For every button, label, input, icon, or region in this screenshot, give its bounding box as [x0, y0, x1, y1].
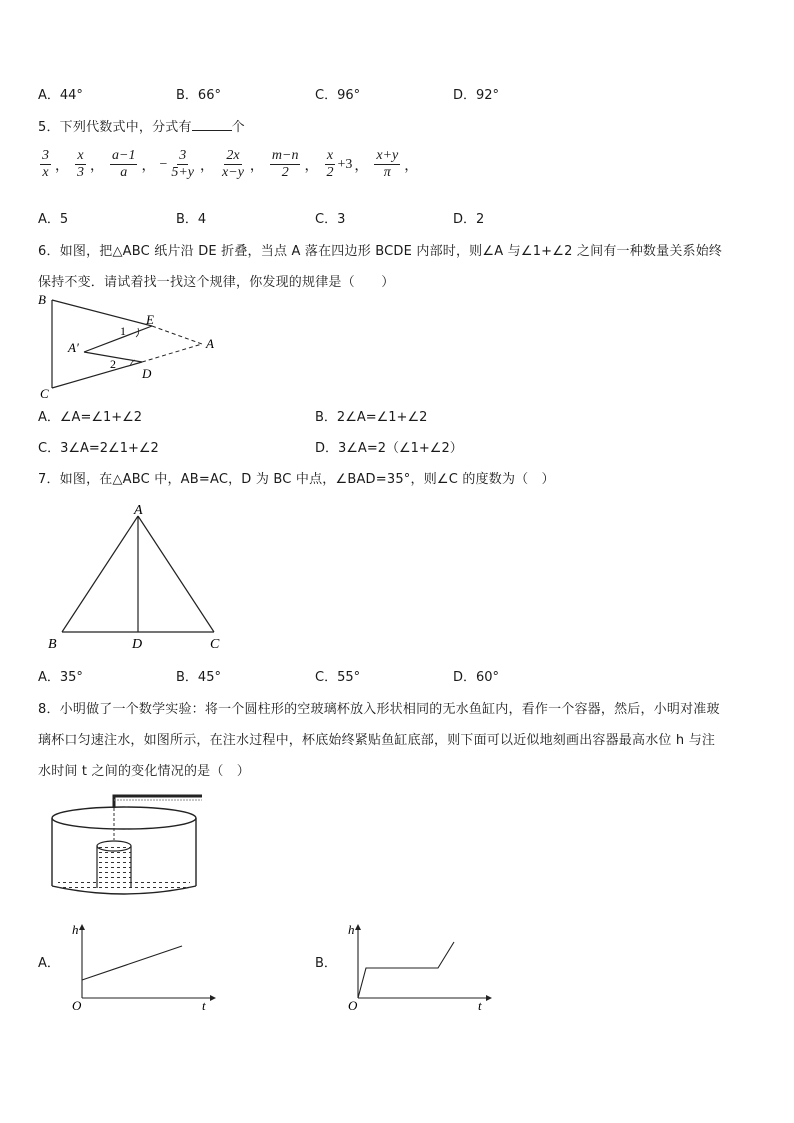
q5-expression-list: $\frac{3}{x}$ ， $\frac{x}{3}$ ， $\frac{a-1}{a}$ ， − $\frac{3}{5+y}$ ， $\frac{2x}{x-y}$ ， $\frac{m-n}{2}$ ， $\frac{x}{2}$ +3 ， $\frac{x+y}{\pi}$ ， [42, 148, 419, 180]
fraction-7: $\frac{x}{2}$ [326, 148, 334, 180]
dashed-ea [152, 326, 202, 344]
graph-b-origin: O [348, 998, 358, 1010]
q5-stem-text: 5．下列代数式中，分式有 [38, 120, 192, 135]
q6-fold-figure [34, 290, 224, 402]
dashed-da [142, 344, 202, 362]
label-b: B [48, 637, 57, 652]
side-be [52, 300, 152, 326]
q5-option-d[interactable]: D．2 [453, 212, 485, 227]
q8-fish-tank-figure [44, 790, 204, 900]
q7-option-b[interactable]: B．45° [176, 670, 221, 685]
label-c: C [210, 637, 220, 652]
label-c: C [40, 386, 49, 401]
q6-option-b[interactable]: B．2∠A=∠1+∠2 [315, 410, 428, 425]
graph-a-y-label: h [72, 922, 79, 937]
q4-option-d[interactable]: D．92° [453, 88, 500, 103]
q4-option-c[interactable]: C．96° [315, 88, 361, 103]
q8-graph-b[interactable] [342, 918, 492, 1010]
graph-a-origin: O [72, 998, 82, 1010]
q7-stem: 7．如图，在△ABC 中，AB=AC，D 为 BC 中点，∠BAD=35°，则∠C 的度数为（ ） [38, 472, 555, 487]
side-ab [62, 516, 138, 632]
label-a: A [206, 336, 214, 351]
graph-a-line [82, 946, 182, 980]
side-cd [52, 362, 142, 388]
label-d: D [132, 637, 143, 652]
q8-option-a-label[interactable]: A． [38, 956, 60, 971]
tank-rim [52, 807, 196, 829]
q7-option-d[interactable]: D．60° [453, 670, 500, 685]
graph-b-y-label: h [348, 922, 355, 937]
q5-option-b[interactable]: B．4 [176, 212, 207, 227]
glass-water [97, 846, 131, 888]
x-axis-arrow [486, 995, 492, 1001]
q8-stem-line1: 8．小明做了一个数学实验：将一个圆柱形的空玻璃杯放入形状相同的无水鱼缸内，看作一个容器，然后，小明对准玻 [38, 702, 720, 717]
x-axis-arrow [210, 995, 216, 1001]
label-angle-2: 2 [110, 357, 116, 371]
label-angle-1: 1 [120, 324, 126, 338]
q5-stem-tail: 个 [231, 120, 245, 135]
fraction-6: $\frac{m-n}{2}$ [271, 148, 299, 180]
label-a: A [134, 503, 143, 518]
q6-stem-line1: 6．如图，把△ABC 纸片沿 DE 折叠，当点 A 落在四边形 BCDE 内部时，则∠A 与∠1+∠2 之间有一种数量关系始终 [38, 244, 723, 259]
fold-ea-prime [84, 326, 152, 352]
fraction-8: $\frac{x+y}{\pi}$ [376, 148, 399, 180]
graph-a-x-label: t [202, 998, 206, 1010]
water-pipe [114, 796, 202, 808]
q6-option-d[interactable]: D．3∠A=2（∠1+∠2） [315, 441, 463, 456]
side-ac [138, 516, 214, 632]
fraction-1: $\frac{3}{x}$ [42, 148, 49, 180]
q7-triangle-figure [44, 500, 234, 654]
q7-option-c[interactable]: C．55° [315, 670, 361, 685]
label-a-prime: A′ [68, 340, 79, 355]
fraction-5: $\frac{2x}{x-y}$ [222, 148, 244, 180]
q6-option-c[interactable]: C．3∠A=2∠1+∠2 [38, 441, 159, 456]
fraction-2: $\frac{x}{3}$ [77, 148, 84, 180]
graph-b-x-label: t [478, 998, 482, 1010]
q5-stem [38, 116, 245, 135]
q7-option-a[interactable]: A．35° [38, 670, 83, 685]
fraction-3: $\frac{a-1}{a}$ [112, 148, 136, 180]
q8-stem-line2: 璃杯口匀速注水，如图所示，在注水过程中，杯底始终紧贴鱼缸底部，则下面可以近似地刻画出容器最高水位 h 与注 [38, 733, 716, 748]
y-axis-arrow [79, 924, 85, 930]
q5-answer-blank[interactable] [192, 118, 232, 131]
fraction-7-tail: +3 [337, 156, 353, 172]
label-e: E [146, 312, 154, 327]
q4-option-a[interactable]: A．44° [38, 88, 83, 103]
q8-graph-a[interactable] [66, 918, 216, 1010]
q8-stem-line3: 水时间 t 之间的变化情况的是（ ） [38, 764, 250, 779]
q5-option-a[interactable]: A．5 [38, 212, 69, 227]
q4-option-b[interactable]: B．66° [176, 88, 221, 103]
minus-sign: − [159, 156, 168, 172]
fraction-4: $\frac{3}{5+y}$ [171, 148, 195, 180]
q8-option-b-label[interactable]: B． [315, 956, 337, 971]
y-axis-arrow [355, 924, 361, 930]
q6-stem-line2: 保持不变．请试着找一找这个规律，你发现的规律是（ ） [38, 275, 395, 290]
label-b: B [38, 292, 46, 307]
q6-option-a[interactable]: A．∠A=∠1+∠2 [38, 410, 143, 425]
label-d: D [142, 366, 152, 381]
q5-option-c[interactable]: C．3 [315, 212, 346, 227]
graph-b-line [358, 942, 454, 998]
